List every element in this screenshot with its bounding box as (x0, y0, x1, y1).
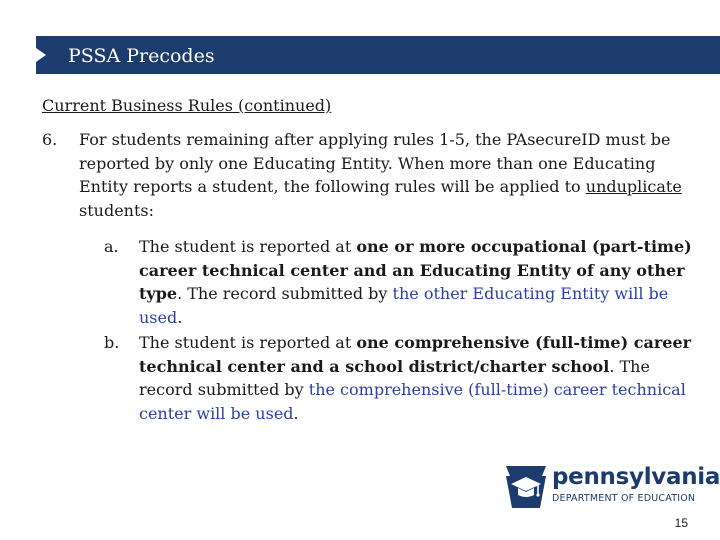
rule-6-text-before: For students remaining after applying rules 1-5, the PAsecureID must be reported by only one Educating Entity. When more than one Educating Entity reports a student, the following rules will be applied to (79, 130, 671, 196)
rule-number: 6. (42, 130, 58, 149)
rule-6-text-after: students: (79, 200, 154, 220)
sub-item-a-lead: The student is reported at (139, 237, 357, 256)
sub-item-b-lead: The student is reported at (139, 333, 357, 352)
sub-item-b-highlight: the comprehensive (full-time) career technical center will be used (139, 380, 686, 423)
rule-6-text (79, 128, 689, 222)
sub-item-a-mid: . The record submitted by (177, 284, 393, 303)
sub-item-b-letter: b. (104, 333, 120, 352)
sub-item-b-end: . (293, 403, 299, 423)
sub-item-b-text (139, 331, 699, 425)
sub-item-a-highlight: the other Educating Entity will be used (139, 284, 669, 327)
logo-department: DEPARTMENT OF EDUCATION (552, 493, 696, 504)
sub-item-a-end: . (177, 307, 183, 327)
section-subheading: Current Business Rules (continued) (42, 96, 332, 115)
sub-item-a-letter: a. (104, 237, 119, 256)
rule-6-underlined-term: unduplicate (585, 177, 682, 196)
logo-wordmark: pennsylvania (552, 464, 720, 490)
page-number: 15 (674, 516, 688, 530)
sub-item-a-text (139, 235, 699, 329)
slide-title: PSSA Precodes (68, 45, 215, 67)
title-arrow-icon (36, 48, 46, 62)
sub-item-a-bold: one or more occupational (part-time) career technical center and an Educating Entity of any other type (139, 237, 692, 303)
sub-item-b-bold: one comprehensive (full-time) career technical center and a school district/charter school (139, 333, 692, 376)
sub-item-b-mid: . The record submitted by (139, 356, 650, 399)
